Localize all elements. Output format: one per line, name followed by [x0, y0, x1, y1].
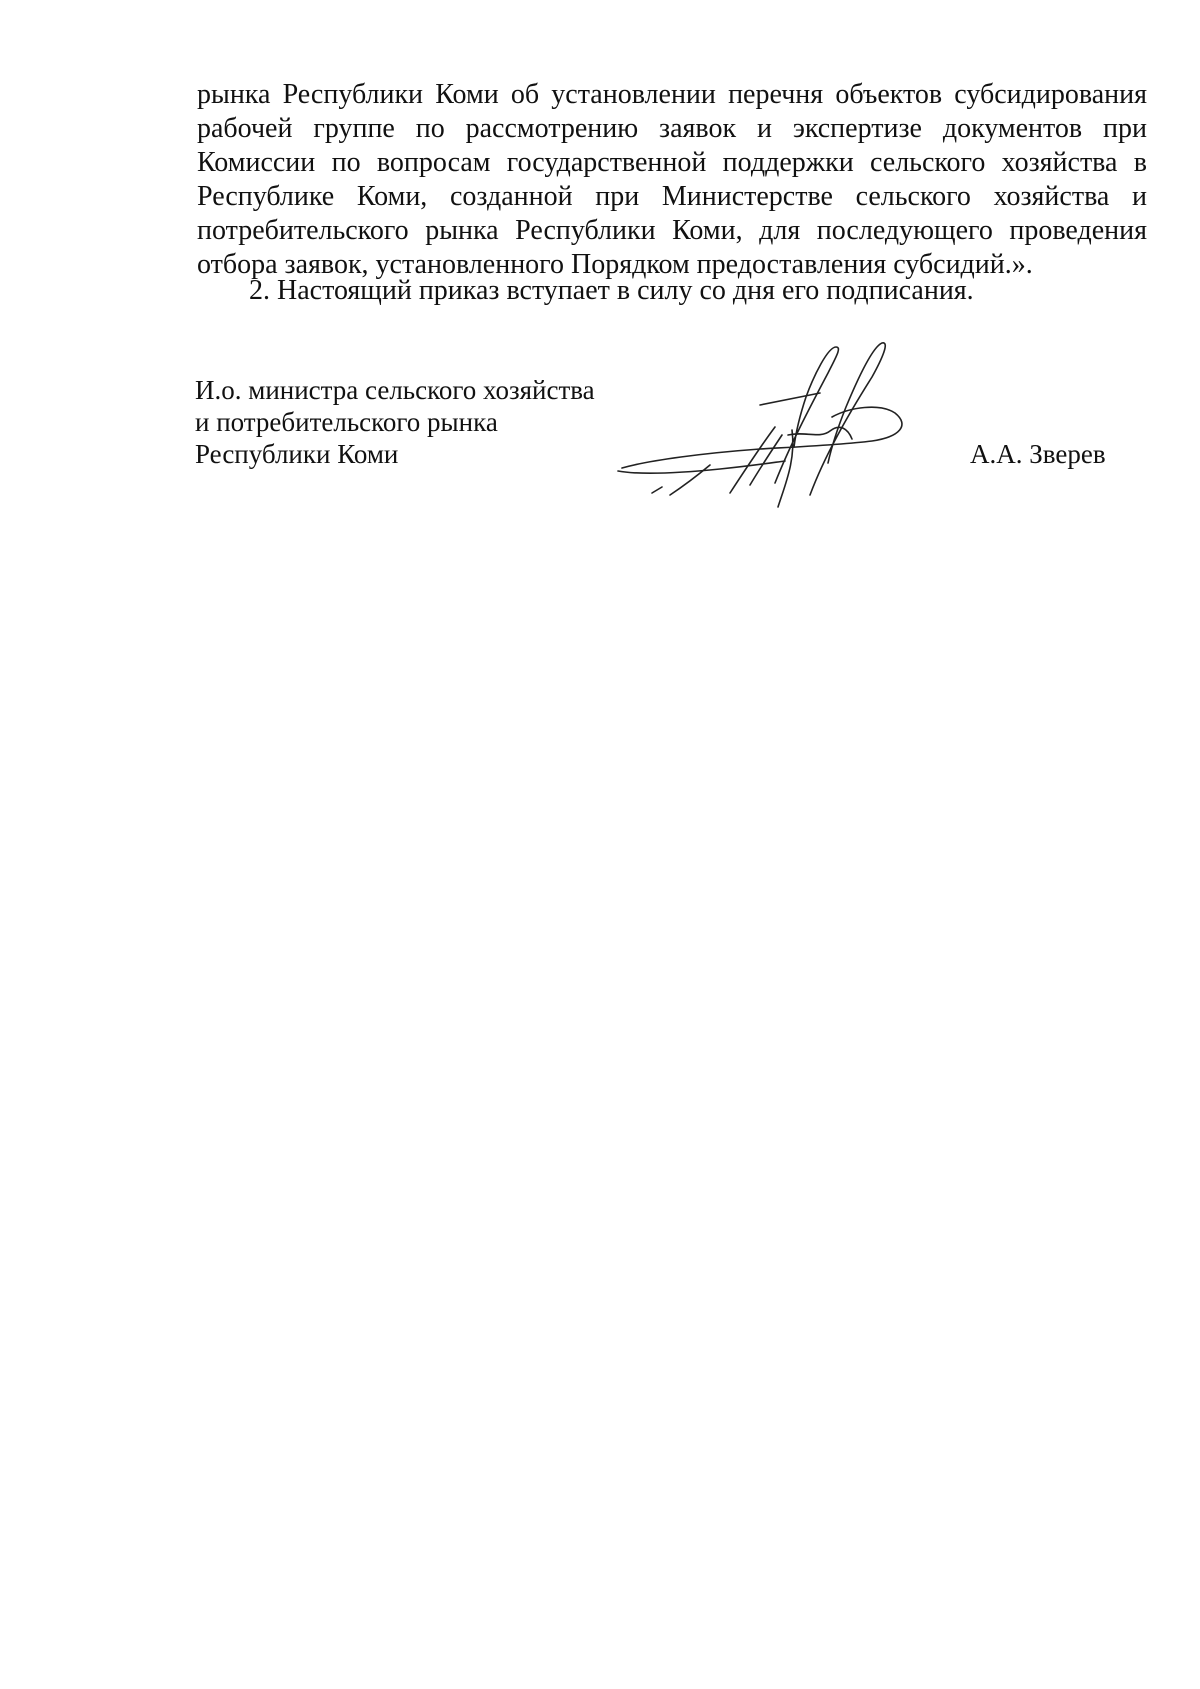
paragraph-2: 2. Настоящий приказ вступает в силу со дня его подписания. [249, 275, 974, 306]
signatory-title-line: Республики Коми [195, 439, 399, 469]
signatory-title [195, 374, 595, 470]
paragraph-line: рынка Республики Коми об установлении перечня объектов субсидирования [197, 79, 1147, 110]
signer-name: А.А. Зверев [970, 439, 1106, 469]
signatory-title-line: и потребительского рынка [195, 407, 498, 437]
paragraph-line: потребительского рынка Республики Коми, для последующего проведения [197, 215, 1147, 246]
signatory-title-line: И.о. министра сельского хозяйства [195, 375, 595, 405]
handwritten-signature [610, 335, 930, 510]
paragraph-continuation [197, 78, 1147, 282]
paragraph-line: Комиссии по вопросам государственной поддержки сельского хозяйства в [197, 147, 1147, 178]
paragraph-line: Республике Коми, созданной при Министерстве сельского хозяйства и [197, 181, 1147, 212]
paragraph-line: рабочей группе по рассмотрению заявок и экспертизе документов при [197, 113, 1147, 144]
paragraph-line: отбора заявок, установленного Порядком предоставления субсидий.». [197, 249, 1033, 280]
